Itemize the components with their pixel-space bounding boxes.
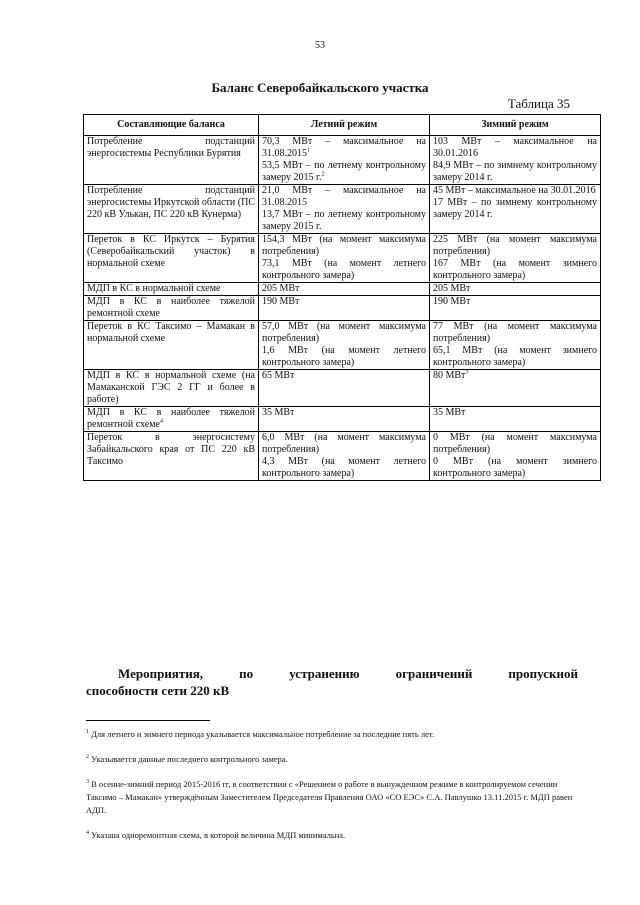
footnote-text: Указана одноремонтная схема, в которой величина МДП минимальна. [91,830,346,840]
table-header-row [84,115,601,136]
component-cell: Переток в энергосистему Забайкальского края от ПС 220 кВ Таксимо [84,432,259,481]
winter-cell: 35 МВт [430,407,601,432]
footnote-divider [86,720,210,721]
footnote-mark: 4 [86,830,89,837]
component-cell: Переток в КС Таксимо – Мамакан в нормальной схеме [84,321,259,370]
footnote-ref: 3 [465,369,469,376]
section-heading [86,665,578,699]
component-cell: Переток в КС Иркутск – Бурятия (Северобайкальский участок) в нормальной схеме [84,234,259,283]
footnote-mark: 3 [86,779,89,786]
table-row [84,185,601,234]
column-header-summer: Летний режим [259,115,430,136]
component-cell: МДП в КС в наиболее тяжелой ремонтной схеме [84,296,259,321]
table-row [84,136,601,185]
footnote [86,728,586,741]
component-cell: МДП в КС в нормальной схеме (на Мамаканской ГЭС 2 ГГ и более в работе) [84,370,259,407]
heading-word: по [239,666,254,681]
footnote [86,778,586,817]
summer-cell: 205 МВт [259,283,430,296]
footnote-text: Для летнего и зимнего периода указывается максимальное потребление за последние пять лет. [91,729,435,739]
heading-word: ограничений [395,666,473,681]
summer-cell: 154,3 МВт (на момент максимума потребления) 73,1 МВт (на момент летнего контрольного замера) [259,234,430,283]
winter-cell: 45 МВт – максимальное на 30.01.2016 17 МВт – по зимнему контрольному замеру 2014 г. [430,185,601,234]
component-cell: Потребление подстанций энергосистемы Иркутской области (ПС 220 кВ Улькан, ПС 220 кВ Кунерма) [84,185,259,234]
table-row [84,370,601,407]
footnotes [86,728,586,854]
table-row [84,283,601,296]
summer-cell: 21,0 МВт – максимальное на 31.08.2015 13,7 МВт – по летнему контрольному замеру 2015 г. [259,185,430,234]
footnote-text: Указывается данные последнего контрольного замера. [91,754,288,764]
footnote-mark: 2 [86,754,89,761]
section-heading-line-1 [86,665,578,682]
component-cell: МДП в КС в нормальной схеме [84,283,259,296]
column-header-winter: Зимний режим [430,115,601,136]
summer-cell: 70,3 МВт – максимальное на 31.08.2015$^1$ 53,5 МВт – по летнему контрольному замеру 2015 г.$^2$ [259,136,430,185]
winter-cell: 190 МВт [430,296,601,321]
footnote-mark: 1 [86,729,89,736]
heading-word: пропускной [508,666,578,681]
heading-word: Мероприятия, [118,666,204,681]
footnote [86,753,586,766]
table-row [84,407,601,432]
heading-word: устранению [289,666,360,681]
balance-table [83,114,601,481]
table-row [84,321,601,370]
winter-cell: 103 МВт – максимальное на 30.01.2016 84,9 МВт – по зимнему контрольному замеру 2014 г. [430,136,601,185]
component-cell: Потребление подстанций энергосистемы Республики Бурятия [84,136,259,185]
winter-cell: 205 МВт [430,283,601,296]
table-row [84,296,601,321]
column-header-components: Составляющие баланса [84,115,259,136]
summer-cell: 6,0 МВт (на момент максимума потребления) 4,3 МВт (на момент летнего контрольного замера) [259,432,430,481]
table-caption: Таблица 35 [507,96,570,111]
component-cell: МДП в КС в наиболее тяжелой ремонтной схеме$^4$ [84,407,259,432]
summer-cell: 190 МВт [259,296,430,321]
page-number: 53 [315,40,325,51]
summer-cell: 65 МВт [259,370,430,407]
footnote [86,829,586,842]
page-title: Баланс Северобайкальского участка [211,80,429,95]
winter-cell: 0 МВт (на момент максимума потребления) 0 МВт (на момент зимнего контрольного замера) [430,432,601,481]
footnote-ref: 2 [321,171,325,178]
table-row [84,234,601,283]
winter-cell: 225 МВт (на момент максимума потребления) 167 МВт (на момент зимнего контрольного замера) [430,234,601,283]
footnote-text: В осенне-зимний период 2015-2016 гг, в соответствии с «Решением о работе в вынужденном режиме в контролируемом сечении Таксимо – Мамакан» утверждённым Заместителем Председателя Правления ОАО «СО ЕЭС» С.А. Павлушко 13.11.2015 г. МДП равен АДП. [86,779,573,815]
footnote-ref: 1 [307,147,310,154]
section-heading-line-2: способности сети 220 кВ [86,683,230,698]
table-row [84,432,601,481]
footnote-ref: 4 [159,418,163,425]
winter-cell: 77 МВт (на момент максимума потребления) 65,1 МВт (на момент зимнего контрольного замера) [430,321,601,370]
winter-cell: 80 МВт$^3$ [430,370,601,407]
summer-cell: 35 МВт [259,407,430,432]
summer-cell: 57,0 МВт (на момент максимума потребления) 1,6 МВт (на момент летнего контрольного замера) [259,321,430,370]
